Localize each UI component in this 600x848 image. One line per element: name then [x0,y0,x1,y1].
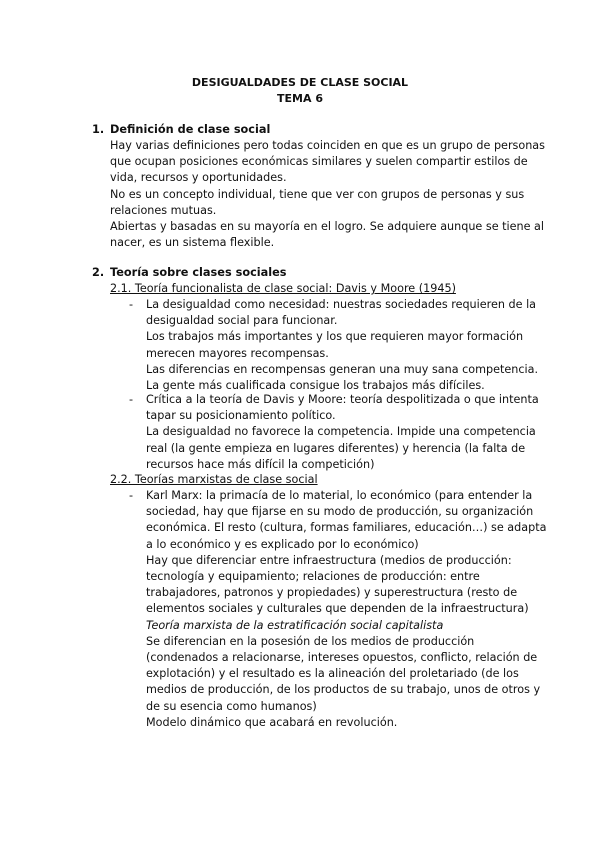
text-line: económica. El resto (cultura, formas familiares, educación…) se adapta [146,521,547,535]
bullet-functionalism [146,297,539,394]
text-line: Hay que diferenciar entre infraestructura (medios de producción: [146,553,512,567]
bullet-dash: - [129,489,134,502]
text-line: a lo económico y es explicado por lo económico) [146,537,419,551]
text-line: Los trabajos más importantes y los que requieren mayor formación [146,330,524,344]
text-line: nacer, es un sistema flexible. [110,236,275,250]
document-subtitle: TEMA 6 [277,92,323,105]
text-line: Las diferencias en recompensas generan una muy sana competencia. [146,362,539,376]
section-2-number: 2. [92,266,105,279]
section-2-heading: Teoría sobre clases sociales [110,266,287,279]
text-line: Karl Marx: la primacía de lo material, lo económico (para entender la [146,489,533,502]
text-line: sociedad, hay que fijarse en su modo de producción, su organización [146,505,534,519]
bullet-marx [146,488,547,731]
text-line: de su esencia como humanos) [146,699,317,713]
document-title: DESIGUALDADES DE CLASE SOCIAL [191,76,409,89]
text-line: que ocupan posiciones económicas similares y suelen compartir estilos de [110,155,528,169]
text-line: tapar su posicionamiento político. [146,409,336,423]
bullet-critique [146,392,539,473]
text-line: merecen mayores recompensas. [146,346,329,360]
subsection-2-2-heading: 2.2. Teorías marxistas de clase social [110,473,318,486]
bullet-dash: - [129,393,134,406]
text-line: trabajadores, patronos y propiedades) y superestructura (resto de [146,586,518,600]
text-line: No es un concepto individual, tiene que ver con grupos de personas y sus [110,187,525,201]
text-line: vida, recursos y oportunidades. [110,171,287,185]
text-line: medios de producción, de los productos de su trabajo, unos de otros y [146,683,541,697]
text-line: La desigualdad no favorece la competencia. Impide una competencia [146,425,536,439]
text-line: relaciones mutuas. [110,203,217,217]
text-line: desigualdad social para funcionar. [146,314,338,328]
bullet-dash: - [129,298,134,311]
text-line: La gente más cualificada consigue los trabajos más difíciles. [146,379,485,393]
text-line: Modelo dinámico que acabará en revolución. [146,715,398,729]
section-1-body [110,138,545,251]
text-line: (condenados a relacionarse, intereses opuestos, conflicto, relación de [146,651,538,665]
text-line: elementos sociales y culturales que dependen de la infraestructura) [146,602,529,616]
text-line: Se diferencian en la posesión de los medios de producción [146,634,475,648]
text-line: real (la gente empieza en lugares diferentes) y herencia (la falta de [146,441,526,455]
text-line: Abiertas y basadas en su mayoría en el logro. Se adquiere aunque se tiene al [110,220,545,234]
section-1-heading: Definición de clase social [110,123,271,136]
italic-heading: Teoría marxista de la estratificación social capitalista [146,618,444,632]
subsection-2-1-heading: 2.1. Teoría funcionalista de clase social: Davis y Moore (1945) [110,282,456,295]
text-line: La desigualdad como necesidad: nuestras sociedades requieren de la [146,298,537,311]
section-1-number: 1. [92,123,105,136]
text-line: tecnología y equipamiento; relaciones de producción: entre [146,570,480,584]
text-line: explotación) y el resultado es la alineación del proletariado (de los [146,667,519,681]
text-line: recursos hace más difícil la competición) [146,457,375,471]
text-line: Hay varias definiciones pero todas coinciden en que es un grupo de personas [110,139,545,152]
text-line: Crítica a la teoría de Davis y Moore: teoría despolitizada o que intenta [146,393,539,406]
